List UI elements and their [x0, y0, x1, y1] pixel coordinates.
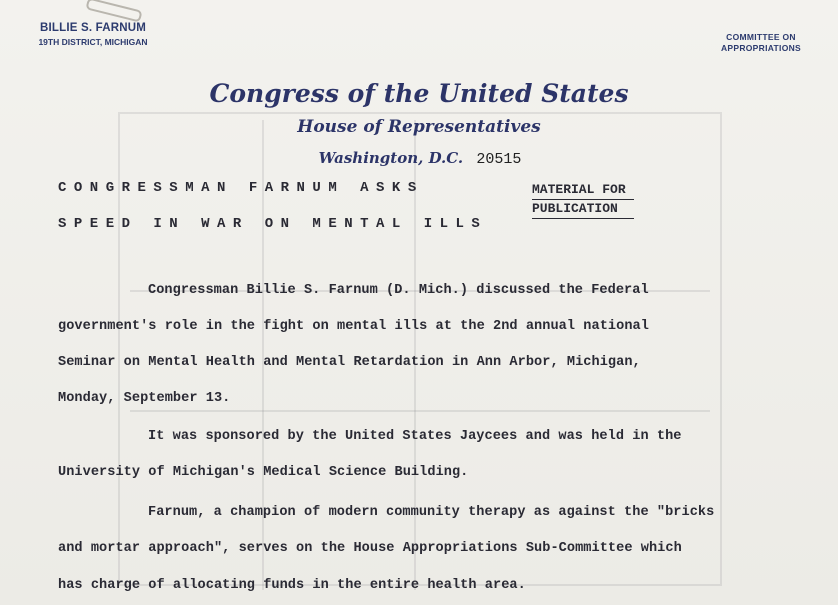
letterhead-title: Congress of the United States	[209, 79, 629, 108]
letterhead-city: Washington, D.C.	[318, 149, 464, 167]
material-line: MATERIAL FOR	[532, 181, 634, 200]
letterhead-address	[310, 149, 530, 168]
bleed-through-frame	[130, 410, 710, 412]
body-line: University of Michigan's Medical Science Building.	[58, 465, 469, 480]
headline-line: CONGRESSMAN FARNUM ASKS	[58, 180, 424, 196]
body-line: Farnum, a champion of modern community therapy as against the "bricks	[148, 505, 715, 520]
body-line: Seminar on Mental Health and Mental Retardation in Ann Arbor, Michigan,	[58, 355, 641, 370]
committee-line: APPROPRIATIONS	[720, 43, 802, 53]
body-line: has charge of allocating funds in the entire health area.	[58, 578, 526, 593]
committee-line: COMMITTEE ON	[726, 32, 796, 42]
committee-block	[706, 32, 816, 54]
body-line: and mortar approach", serves on the House Appropriations Sub-Committee which	[58, 541, 682, 556]
body-line: Monday, September 13.	[58, 391, 231, 406]
letterhead-house: House of Representatives	[297, 117, 541, 137]
letterhead-zip: 20515	[476, 151, 522, 168]
body-line: Congressman Billie S. Farnum (D. Mich.) discussed the Federal	[148, 283, 649, 298]
body-line: It was sponsored by the United States Jaycees and was held in the	[148, 429, 682, 444]
headline-line: SPEED IN WAR ON MENTAL ILLS	[58, 216, 488, 232]
material-line: PUBLICATION	[532, 200, 634, 219]
member-district: 19TH DISTRICT, MICHIGAN	[38, 37, 148, 47]
member-name: BILLIE S. FARNUM	[39, 22, 147, 34]
body-line: government's role in the fight on mental ills at the 2nd annual national	[58, 319, 649, 334]
material-for-publication	[532, 181, 634, 219]
member-block	[28, 22, 158, 47]
